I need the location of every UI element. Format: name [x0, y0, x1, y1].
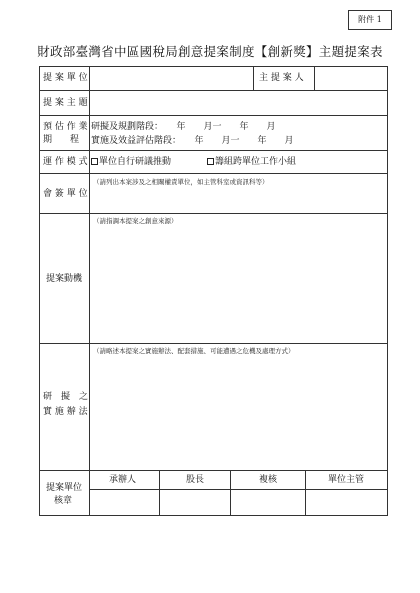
review-label-2: 核章 [54, 496, 73, 506]
cosign-hint: （請列出本案涉及之相關權責單位，如主管科室或資訊科等） [93, 178, 269, 186]
review-label: 提案單位 [46, 483, 83, 493]
row-divider [40, 115, 387, 116]
review-col-section-chief: 股長 [186, 475, 205, 485]
method-hint: （請略述本提案之實施辦法、配套措施、可能遭遇之危機及處理方式） [93, 347, 295, 355]
review-col-reviewer: 複核 [259, 475, 278, 485]
proposer-divider [253, 67, 254, 90]
checkbox-icon[interactable] [207, 158, 214, 165]
signature-field-section-chief[interactable] [160, 490, 230, 515]
topic-label: 提 案 主 題 [43, 98, 88, 108]
schedule-label-2: 期 程 [43, 135, 80, 145]
mode-option-self[interactable]: 單位自行研議推動 [91, 157, 171, 168]
method-label: 研 擬 之 [43, 392, 89, 402]
signature-field-unit-head[interactable] [306, 490, 387, 515]
method-label-2: 實 施 辦 法 [43, 407, 88, 417]
proposer-field[interactable] [315, 67, 387, 90]
annex-label: 附件 1 [348, 10, 392, 30]
row-divider [40, 150, 387, 151]
unit-label: 提 案 單 位 [43, 73, 88, 83]
cosign-label: 會 簽 單 位 [43, 189, 88, 199]
unit-field[interactable] [90, 67, 252, 90]
mode-label: 運 作 模 式 [43, 157, 88, 167]
form-title: 財政部臺灣省中區國稅局創意提案制度【創新獎】主題提案表 [37, 44, 383, 59]
row-divider [40, 470, 387, 471]
mode-option-cross-unit[interactable]: 籌組跨單位工作小組 [207, 157, 296, 168]
motive-label: 提案動機 [46, 274, 83, 284]
proposer-label: 主 提 案 人 [259, 73, 304, 83]
review-col-handler: 承辦人 [109, 475, 137, 485]
review-col-unit-head: 單位主管 [328, 475, 365, 485]
motive-hint: （請指調本提案之創意來源） [93, 217, 178, 225]
proposal-form-table [39, 66, 388, 516]
method-field[interactable] [90, 344, 387, 470]
schedule-implementation-line[interactable]: 實施及效益評估階段： 年 月一 年 月 [91, 136, 294, 146]
schedule-label: 預 估 作 業 [43, 122, 88, 132]
topic-field[interactable] [90, 91, 387, 115]
schedule-planning-line[interactable]: 研擬及規劃階段： 年 月一 年 月 [91, 122, 276, 132]
signature-field-reviewer[interactable] [231, 490, 305, 515]
checkbox-icon[interactable] [91, 158, 98, 165]
signature-field-handler[interactable] [90, 490, 159, 515]
motive-field[interactable] [90, 214, 387, 343]
cosign-field[interactable] [90, 174, 387, 213]
